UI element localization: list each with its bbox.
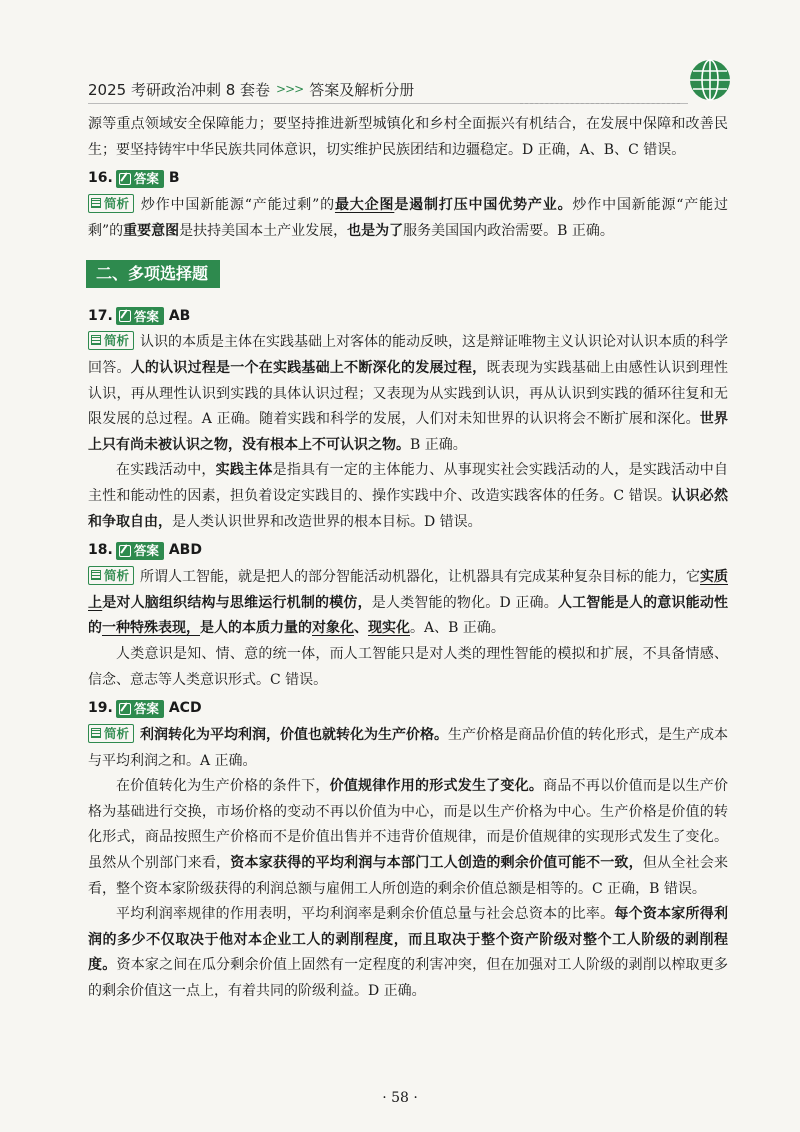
analysis-badge [88,724,134,743]
answer-value: AB [168,307,191,324]
text-run: 是人类智能的物化。D 正确。 [371,594,558,611]
book-subtitle: 答案及解析分册 [309,80,415,99]
question-16-answer-line [88,165,728,193]
bold-phrase: 每个资本家所得利润的多少不仅取决于他对本企业工人的剥削程度，而且取决于整个资产阶级对整个工人阶级的剥削程度。 [88,906,729,974]
page-number: · 58 · [382,1090,418,1106]
intro-paragraph: 源等重点领域安全保障能力；要坚持推进新型城镇化和乡村全面振兴有机结合，在发展中保障和改善民生；要坚持铸牢中华民族共同体意识，切实维护民族团结和边疆稳定。D 正确，A、B、C 错误。 [88,116,728,158]
q18-paragraph-2: 人类意识是知、情、意的统一体，而人工智能只是对人类的理性智能的模拟和扩展，不具备情感、信念、意志等人类意识形式。C 错误。 [88,645,728,688]
pencil-icon [119,310,131,322]
question-18-answer-line [88,537,728,565]
text-run: 但从全社会来看，整个资本家阶级获得的利润总额与雇佣工人所创造的剩余价值总额是相等的。C 正确，B 错误。 [88,855,729,897]
bold-phrase: 是人的本质力量的 [200,620,312,637]
answer-value: ABD [168,542,202,559]
analysis-badge [88,566,134,585]
text-run: 既表现为实践基础上由感性认识到理性认识，再从理性认识到实践的具体认识过程；又表现为从实践到认识，再从认识到实践的循环往复和无限发展的总过程。A 正确。随着实践和科学的发展，人们对未知世界的认识将会不断扩展和深化。 [88,359,729,428]
text-run: 炒作中国新能源“产能过剩”的 [140,197,335,214]
analysis-badge-label: 简析 [104,725,130,741]
text-run: B 正确。 [410,436,467,453]
question-19-answer-line [88,695,728,723]
underlined-phrase: 对象化 [312,620,354,637]
q17-paragraph-2 [88,458,728,535]
book-icon [91,198,101,208]
bold-phrase: 是遏制打压中国优势产业。 [394,197,573,214]
header-dash [520,103,680,104]
text-run: 商品不再以价值而是以生产价格为基础进行交换，市场价格的变动不再以价值为中心，而是以生产价格为中心。生产价格是价值的转化形式，商品按照生产价格而不是价值出售并不违背价值规律，而是价值规律的实现形式发生了变化。虽然从个别部门来看， [88,778,729,872]
answer-badge [116,700,164,718]
book-icon [91,728,101,738]
page-header [88,74,728,104]
underlined-phrase: 实质上 [88,569,729,611]
bold-phrase: 是对人脑组织结构与思维运行机制的模仿， [102,594,372,611]
question-number: 19. [88,700,113,717]
answer-value: ACD [168,700,202,717]
underlined-phrase: 最大企图 [334,197,395,214]
book-icon [91,335,101,345]
bold-phrase: 认识必然和争取自由， [88,487,728,530]
pencil-icon [119,173,131,185]
question-number: 16. [88,170,113,187]
page-content [88,112,728,1005]
answer-badge [116,307,164,325]
analysis-badge-label: 简析 [104,195,130,211]
text-run: 资本家之间在瓜分剩余价值上固然有一定程度的利害冲突，但在加强对工人阶级的剥削以榨取更多的剩余价值这一点上，有着共同的阶级利益。D 正确。 [88,957,729,1000]
text-run: 。A、B 正确。 [410,620,505,637]
bold-phrase: 世界上只有尚未被认识之物，没有根本上不可认识之物。 [88,411,728,453]
text-run: 服务美国国内政治需要。B 正确。 [403,222,614,239]
bold-phrase: 重要意图 [123,222,180,239]
book-title: 2025 考研政治冲刺 8 套卷 [88,80,271,99]
question-number: 17. [88,307,113,324]
bold-phrase: 人工智能是人的意识能动性的 [88,594,729,637]
analysis-badge-label: 简析 [104,332,130,348]
book-icon [91,570,101,580]
bold-phrase: 资本家获得的平均利润与本部门工人创造的剩余价值可能不一致， [230,855,643,872]
q19-analysis [88,723,728,774]
text-run: 生产价格是商品价值的转化形式，是生产成本与平均利润之和。A 正确。 [88,727,729,769]
bold-phrase: 价值规律作用的形式发生了变化。 [329,778,544,795]
text-run: 在实践活动中， [116,462,216,479]
text-run: 在价值转化为生产价格的条件下， [116,778,330,795]
bold-phrase: 也是为了 [347,222,404,239]
q18-analysis [88,565,728,642]
question-number: 18. [88,542,113,559]
answer-badge [116,542,164,560]
analysis-badge [88,194,134,213]
text-run: 所谓人工智能，就是把人的部分智能活动机器化，让机器具有完成某种复杂目标的能力，它 [140,569,701,586]
answer-badge-label: 答案 [133,171,159,187]
answer-value: B [168,170,180,187]
q16-analysis [88,193,728,244]
answer-badge [116,170,164,188]
answer-badge-label: 答案 [133,701,159,717]
pencil-icon [119,545,131,557]
bold-phrase: 利润转化为平均利润，价值也就转化为生产价格。 [140,727,449,744]
text-run: 是人类认识世界和改造世界的根本目标。D 错误。 [172,513,482,530]
text-run: 炒作中国新能源“产能过剩”的 [88,197,728,239]
answer-badge-label: 答案 [133,543,159,559]
q17-analysis [88,330,728,458]
question-17-answer-line [88,302,728,330]
answer-badge-label: 答案 [133,308,159,324]
analysis-badge [88,331,134,350]
q19-paragraph-2 [88,774,728,902]
bold-phrase: 实践主体 [215,462,273,479]
analysis-badge-label: 简析 [104,567,130,583]
pencil-icon [119,703,131,715]
text-run: 平均利润率规律的作用表明，平均利润率是剩余价值总量与社会总资本的比率。 [116,906,615,923]
bold-phrase: 人的认识过程是一个在实践基础上不断深化的发展过程， [130,359,487,376]
text-run: 认识的本质是主体在实践基础上对客体的能动反映，这是辩证唯物主义认识论对认识本质的科学回答。 [88,334,729,376]
section-title: 二、多项选择题 [86,260,220,288]
text-run: 是扶持美国本土产业发展， [179,222,348,239]
bold-phrase: 、 [354,620,368,637]
q19-paragraph-3 [88,902,728,1004]
underlined-phrase: 现实化 [368,620,410,637]
underlined-phrase: 一种特殊表现， [102,620,200,637]
header-arrows: >>> [276,82,304,96]
globe-logo-icon [688,58,732,102]
text-run: 是指具有一定的主体能力、从事现实社会实践活动的人，是实践活动中自主性和能动性的因素，担负着设定实践目的、操作实践中介、改造实践客体的任务。C 错误。 [88,462,729,504]
